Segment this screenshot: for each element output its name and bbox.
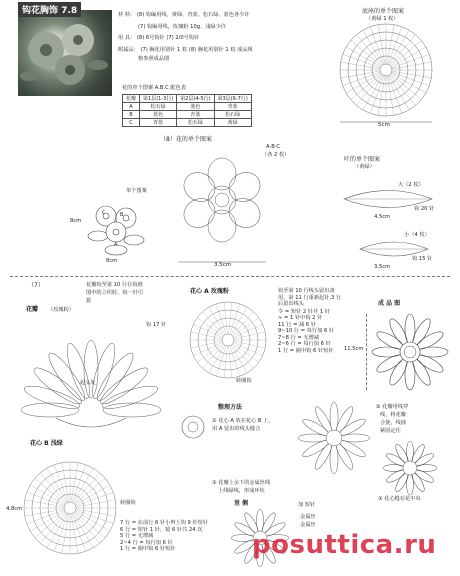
color-table	[122, 94, 252, 127]
flower-motif-title: （8）花的单个图案	[160, 136, 212, 143]
core-a-chain: 转圈钩	[236, 378, 252, 384]
core-a-note: 11 行 = 减 6 针	[278, 321, 317, 328]
core-b-title: 花心 B 浅绿	[30, 440, 63, 447]
core-b-note: 7 行 = 在前行 6 针小辫上钩 9 针短针	[120, 520, 209, 526]
finished-size-line	[366, 314, 367, 390]
petal-shape	[208, 158, 236, 190]
table-row	[123, 103, 252, 111]
single-motif-height: 8cm	[70, 218, 82, 224]
core-b-size: 4.8cm	[6, 506, 23, 512]
table-cell: 青蓝	[214, 103, 251, 111]
finished-size: 11.5cm	[344, 346, 364, 352]
core-b-note: 2~4 行 = 每行加 6 针	[120, 539, 173, 546]
table-cell: A	[123, 103, 140, 111]
core-a-note: 7~8 行 = 无增减	[278, 334, 319, 341]
leaf-motif-title: 叶的单个图案	[344, 156, 381, 163]
stitch-line	[232, 344, 253, 368]
materials-label: 材 料：	[118, 12, 136, 18]
core-a-title: 花心 A 玫瑰粉	[190, 288, 229, 295]
base-motif-title: 底座的单个图案	[362, 8, 405, 15]
petal-note-1: 花瓣钩至第 10 行在钩到	[86, 282, 143, 288]
finish-step-1-diagram	[180, 414, 206, 440]
core-a-note: 9~10 行 = 每行加 6 针	[278, 328, 335, 334]
table-cell: B	[123, 111, 140, 119]
stitch-line	[35, 512, 66, 538]
finish-step-1a: ① 花心 A 放在花心 B 上，	[212, 418, 274, 424]
finished-title: 成 品 图	[378, 300, 401, 307]
core-b-diagram	[20, 448, 120, 572]
stitch-line	[203, 344, 224, 368]
core-b-note: 1 行 = 圈中钩 6 针短针	[120, 546, 176, 552]
stitch-line	[209, 307, 225, 335]
step-4-diagram	[382, 440, 438, 496]
core-b-note: 5 行 = 无增减	[120, 533, 154, 539]
leaf-large-size: 4.5cm	[374, 214, 391, 220]
petal-shape	[88, 341, 119, 400]
leaf-small-label: 小（4 枚）	[404, 232, 430, 238]
stitch-line	[74, 513, 100, 544]
step-4: ③ 花心缝在花中央	[378, 496, 421, 502]
petal-color: （玫瑰粉）	[48, 307, 74, 313]
stitch-line	[40, 513, 66, 544]
flower-motif-count: （各 2 枚）	[262, 152, 290, 158]
petal-shape	[415, 465, 437, 472]
core-a-note: 钩至第 10 行线头留出备	[278, 288, 335, 294]
core-a-note: 1 行 = 圈中钩 6 针短针	[278, 347, 334, 354]
motif-letter: B	[120, 212, 124, 218]
leaf-large-label: 大（2 枚）	[398, 182, 424, 188]
materials-block	[118, 12, 333, 63]
petal-shape	[383, 465, 405, 472]
petal-shape	[405, 360, 415, 390]
finished-note-1: ② 花瓣用线穿	[376, 404, 409, 410]
single-motif-width: 8cm	[106, 258, 118, 264]
petal-shape	[21, 403, 79, 417]
base-motif-size: 5cm	[378, 122, 390, 126]
flower-motif-diagram	[176, 144, 268, 266]
table-cell: 松石绿	[140, 103, 177, 111]
back-note-2: 金属丝	[300, 514, 316, 520]
petal-shape	[372, 347, 402, 357]
petal-shape	[84, 340, 98, 398]
stitch-line	[203, 312, 224, 336]
back-title: 里 侧	[234, 500, 249, 507]
section-divider	[10, 276, 450, 277]
finished-note-3: 合拢，线抽	[380, 420, 406, 426]
section-7-label: （7）	[28, 282, 44, 289]
petal-shape	[407, 441, 414, 463]
page-title: 钩花胸饰 7.8	[18, 2, 81, 17]
motif-letter: A	[114, 242, 118, 248]
core-b-notes	[120, 520, 208, 553]
base-motif-subtitle: （黄绿 1 枚）	[366, 16, 399, 22]
petal-chain: 钩 17 针	[146, 322, 167, 328]
stitch-line	[74, 473, 100, 504]
leaf-large-chain: 钩 20 针	[414, 206, 435, 212]
core-a-diagram	[186, 298, 270, 382]
color-table-header: 第3层(6-7行)	[214, 95, 251, 103]
tools-label: 用 具：	[118, 35, 136, 41]
petal-shape	[63, 341, 94, 400]
table-row	[123, 111, 252, 119]
stitch-line	[75, 478, 106, 504]
core-a-note: 用，第 11 行重新起针,3 行	[278, 294, 342, 301]
finished-diagram	[370, 312, 450, 392]
core-b-note: 6 行 = 短针 1 针，镜 6 针共 24 次	[120, 526, 203, 533]
color-table-header: 第1层(1-3行)	[140, 95, 177, 103]
core-a-note: ≈ = 1 针中钩 2 针	[278, 315, 323, 321]
petal-shape	[100, 382, 159, 413]
product-photo	[18, 10, 112, 96]
finished-note-4: 紧固定住	[380, 428, 401, 434]
finished-note-2: 线，将花瓣	[380, 412, 406, 418]
table-cell: 青蓝	[140, 119, 177, 127]
petal-title: 花瓣	[26, 306, 39, 313]
table-cell: 松石绿	[177, 119, 214, 127]
accessories-label: 附属品：	[118, 46, 139, 53]
petal-start: 起头处	[80, 380, 96, 386]
color-table-title: 花的单个图案 A.B.C 配色表	[122, 85, 186, 91]
tools-text: (8) 6号钩针 (7) 2/0号钩针	[136, 35, 200, 41]
core-a-note: 2~6 行 = 每行加 6 针	[278, 341, 331, 347]
accessories-2: 格参照成品图	[138, 56, 170, 62]
petal-shape	[22, 382, 81, 413]
table-row	[123, 119, 252, 127]
petal-note-2: 图中的立织时，钩一针引	[86, 290, 144, 296]
core-a-notes	[278, 288, 341, 354]
flower-motif-size: 3.5cm	[214, 262, 232, 266]
single-motif-diagram	[84, 196, 150, 260]
materials-1: (8) 钩编用线，黄绿、青蓝、松石绿、蓝色各少许	[136, 12, 250, 18]
back-note-1: 加 短针	[298, 502, 316, 508]
base-motif-diagram	[338, 22, 434, 126]
petal-shape	[103, 403, 161, 417]
table-cell: C	[123, 119, 140, 127]
motif-letter: C	[102, 210, 106, 216]
table-cell: 蓝色	[177, 103, 214, 111]
stitch-line	[232, 312, 253, 336]
color-table-header: 花瓣	[123, 95, 140, 103]
stitch-line	[209, 345, 225, 373]
finish-step-2-diagram	[296, 400, 372, 476]
table-cell: 蓝色	[140, 111, 177, 119]
leaf-motif-subtitle: （黄绿）	[354, 164, 375, 170]
stitch-line	[75, 512, 106, 538]
stitch-line	[231, 307, 247, 335]
petal-shape	[405, 314, 415, 344]
color-table-header: 第2层(4-5行)	[177, 95, 214, 103]
back-note-3: 金属丝	[300, 522, 316, 528]
step-3b: 上线绿线，形成环状	[218, 488, 265, 494]
watermark: posuttica.ru	[252, 530, 437, 560]
flower-brooch-image	[18, 10, 112, 96]
stitch-line	[35, 478, 66, 504]
finish-step-1b: 用 A 留出的线头缝合	[212, 426, 261, 432]
stitch-line	[231, 345, 247, 373]
flower-motif-label: A·B·C	[266, 144, 281, 150]
petal-diagram	[16, 314, 166, 438]
core-b-chain: 转圈钩	[120, 500, 136, 506]
leaf-small-size: 3.5cm	[374, 264, 391, 270]
leaf-small-chain: 钩 15 针	[412, 256, 433, 262]
table-cell: 松石绿	[214, 111, 251, 119]
petal-note-3: 拔	[86, 298, 92, 304]
materials-2: (7) 钩编用线，玫瑰粉 10g、浅绿少许	[138, 23, 226, 30]
finish-title: 整理方法	[218, 404, 243, 411]
petal-shape	[418, 347, 448, 357]
stitch-line	[40, 473, 66, 504]
petal-shape	[208, 210, 236, 242]
single-motif-title: 单个图案	[126, 188, 147, 194]
table-cell: 青蓝	[177, 111, 214, 119]
petal-shape	[407, 473, 414, 495]
accessories-1: (7) 胸花用别针 1 枚 (8) 胸花用别针 1 枚 成品规	[140, 46, 253, 53]
table-cell: 黄绿	[214, 119, 251, 127]
core-a-note: 令 = 短针 2 针并 1 针	[278, 308, 330, 315]
step-3: ③ 花瓣上余下的金属丝线	[212, 480, 271, 486]
core-a-note: 后留出线头	[278, 301, 304, 307]
